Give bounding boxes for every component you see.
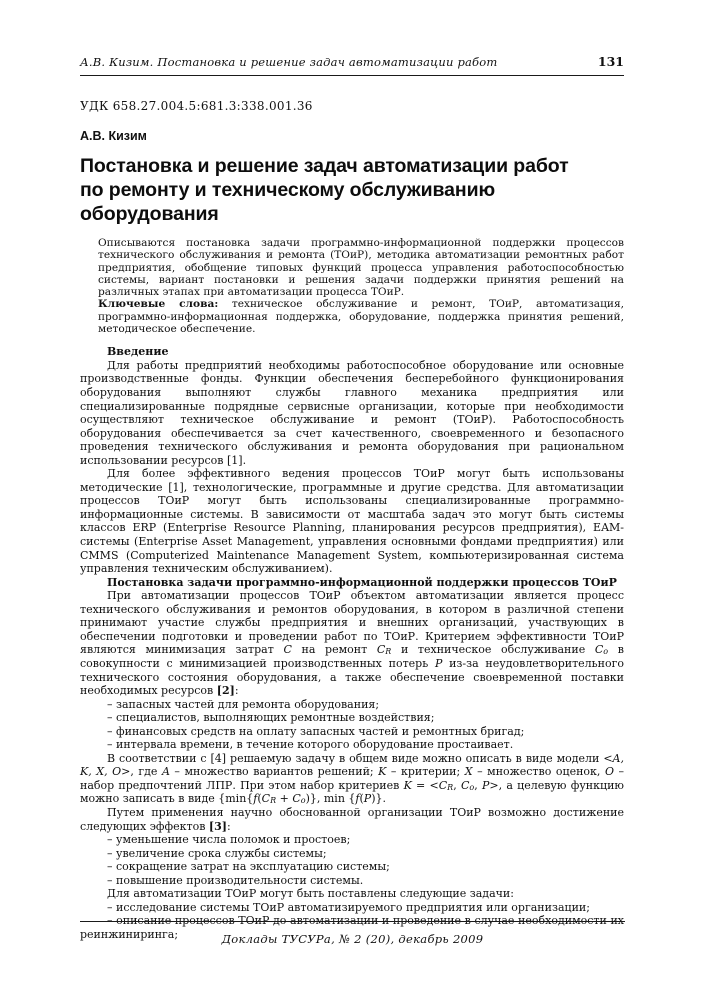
text-run: O <box>604 765 614 779</box>
text-run: C <box>292 792 301 806</box>
list-item <box>80 725 624 739</box>
text-run: Для более эффективного ведения процессов ТОиР могут быть использованы методические [1], технологические, программные и другие средства. Для автоматизации процессов ТОиР могут быть использованы специализированные программно-информационные системы. В зависимости от масштаба задач это могут быть системы классов ERP (Enterprise Resource Planning, планирования ресурсов предприятия), EAM-системы (Enterprise Asset Management, управления основными фондами предприятия) или CMMS (Computerized Maintenance Management System, компьютеризированная система управления техническим обслуживанием). <box>80 467 624 576</box>
text-run: C <box>376 643 386 657</box>
text-run: – специалистов, выполняющих ремонтные воздействия; <box>107 711 435 725</box>
text-run: – исследование системы ТОиР автоматизируемого предприятия или организации; <box>107 900 590 914</box>
article-title-line1: Постановка и решение задач автоматизации работ <box>80 155 569 177</box>
text-run: >, где <box>121 765 162 779</box>
text-run: K <box>378 765 387 779</box>
text-run: – описание процессов ТОиР до автоматизации и проведение в случае необходимости их реинжиниринга; <box>80 914 624 941</box>
text-run: о <box>300 796 306 806</box>
text-run: C <box>283 643 292 657</box>
text-run: – интервала времени, в течение которого оборудование простаивает. <box>107 738 514 752</box>
text-run: в совокупности с минимизацией производственных потерь <box>80 643 624 670</box>
text-run: P <box>363 792 372 806</box>
text-run: C <box>460 778 470 792</box>
text-run: – множество оценок, <box>472 765 605 779</box>
list-item <box>80 833 624 847</box>
paragraph <box>80 806 624 833</box>
text-run: – финансовых средств на оплату запасных частей и ремонтных бригад; <box>107 724 525 738</box>
text-run: , <box>474 778 482 792</box>
list-item <box>80 711 624 725</box>
text-run: >, а целевую функцию можно записать в виде {min{ <box>80 778 624 806</box>
text-run: = < <box>411 778 439 792</box>
text-run: A <box>161 765 170 779</box>
text-run: f <box>355 792 360 806</box>
text-run: + <box>276 792 293 806</box>
abstract-block <box>98 237 624 335</box>
text-run: Постановка задачи программно-информационной поддержки процессов ТОиР <box>107 575 617 589</box>
keywords-label: Ключевые слова: <box>98 298 219 311</box>
abstract-text: Описываются постановка задачи программно-информационной поддержки процессов технического обслуживания и ремонта (ТОиР), методика автоматизации ремонтных работ предприятия, обобщение типовых функций процесса управления работоспособностью системы, вариант постановки и решения задачи поддержки принятия решений на различных этапах при автоматизации процесса ТОиР. <box>98 237 624 299</box>
text-run: R <box>447 782 454 792</box>
paragraph <box>80 467 624 575</box>
list-item <box>80 874 624 888</box>
text-run: K <box>403 778 412 792</box>
text-run: из-за неудовлетворительного технического состояния оборудования, а также обеспечение своевременной поставки необходимых ресурсов <box>80 656 624 698</box>
section-heading <box>80 576 624 590</box>
text-run: – набор предпочтений ЛПР. При этом набор критериев <box>80 765 624 792</box>
text-run: X <box>464 765 473 779</box>
text-run: [3] <box>208 819 227 833</box>
text-run: C <box>438 778 448 792</box>
article-title-line2: по ремонту и техническому обслуживанию оборудования <box>80 179 496 225</box>
text-run: – уменьшение числа поломок и простоев; <box>107 833 351 847</box>
text-run: A, K, X, O <box>80 751 624 779</box>
list-item <box>80 860 624 874</box>
text-run: о <box>603 647 609 657</box>
text-run: – множество вариантов решений; <box>169 765 379 779</box>
paragraph <box>80 589 624 697</box>
text-run: R <box>270 796 277 806</box>
text-run: P <box>481 778 490 792</box>
list-item <box>80 738 624 752</box>
text-run: В соответствии с [4] решаемую задачу в общем виде можно описать в виде модели < <box>107 751 613 765</box>
text-run: : <box>234 684 239 698</box>
text-run: ( <box>257 792 262 806</box>
text-run: – запасных частей для ремонта оборудования; <box>107 697 380 711</box>
text-run: При автоматизации процессов ТОиР объектом автоматизации является процесс технического обслуживания и ремонтов оборудования, в котором в различной степени принимают участие службы предприятия и внешних организаций, участвующих в обеспечении подготовки и проведении работ по ТОиР. Критерием эффективности ТОиР являются минимизация затрат <box>80 589 624 657</box>
text-run: )}. <box>371 792 386 806</box>
article-body <box>80 345 624 941</box>
text-run: Для автоматизации ТОиР могут быть поставлены следующие задачи: <box>107 887 514 901</box>
text-run: f <box>253 792 258 806</box>
list-item <box>80 847 624 861</box>
article-title <box>80 154 624 226</box>
text-run: на ремонт <box>291 643 377 657</box>
keywords-text: техническое обслуживание и ремонт, ТОиР, автоматизация, программно-информационная поддержка, оборудование, поддержка принятия решений, методическое обеспечение. <box>98 298 625 336</box>
text-run: – увеличение срока службы системы; <box>107 846 327 860</box>
text-run: : <box>226 819 231 833</box>
keywords <box>98 298 624 335</box>
text-run: – сокращение затрат на эксплуатацию системы; <box>107 860 390 874</box>
text-run: C <box>261 792 271 806</box>
text-run: Для работы предприятий необходимы работоспособное оборудование или основные производственные фонды. Функции обеспечения бесперебойного функционирования оборудования выполняют службы главного механика предприятия или специализированные подрядные сервисные организации, которые при необходимости осуществляют техническое обслуживание и ремонт (ТОиР). Работоспособность оборудования обеспечивается за счет качественного, своевременного и безопасного проведения технического обслуживания и ремонта оборудования при рациональном использовании ресурсов [1]. <box>80 358 624 467</box>
text-run: , <box>453 778 461 792</box>
page-footer <box>80 921 625 947</box>
text-run: R <box>385 647 392 657</box>
text-run: C <box>594 643 604 657</box>
udk-code: УДК 658.27.004.5:681.3:338.001.36 <box>80 99 313 113</box>
running-header <box>80 54 624 76</box>
text-run: P <box>434 656 443 670</box>
running-title: А.В. Кизим. Постановка и решение задач автоматизации работ <box>80 55 498 69</box>
paragraph <box>80 752 624 806</box>
text-run: Путем применения научно обоснованной организации ТОиР возможно достижение следующих эффектов <box>80 805 624 833</box>
text-run: )}, min { <box>305 792 356 806</box>
page-number: 131 <box>597 54 624 69</box>
text-run: Введение <box>107 345 169 359</box>
text-run: – критерии; <box>386 765 465 779</box>
journal-issue-line: Доклады ТУСУРа, № 2 (20), декабрь 2009 <box>221 932 484 946</box>
text-run: [2] <box>216 684 235 698</box>
text-run: – повышение производительности системы. <box>107 873 364 887</box>
paragraph <box>80 359 624 467</box>
text-run: о <box>469 782 475 792</box>
text-run: ( <box>359 792 364 806</box>
section-heading <box>80 345 624 359</box>
text-run: и техническое обслуживание <box>391 643 595 657</box>
list-item <box>80 901 624 915</box>
paragraph <box>80 887 624 901</box>
list-item <box>80 698 624 712</box>
author-name: А.В. Кизим <box>80 129 147 143</box>
